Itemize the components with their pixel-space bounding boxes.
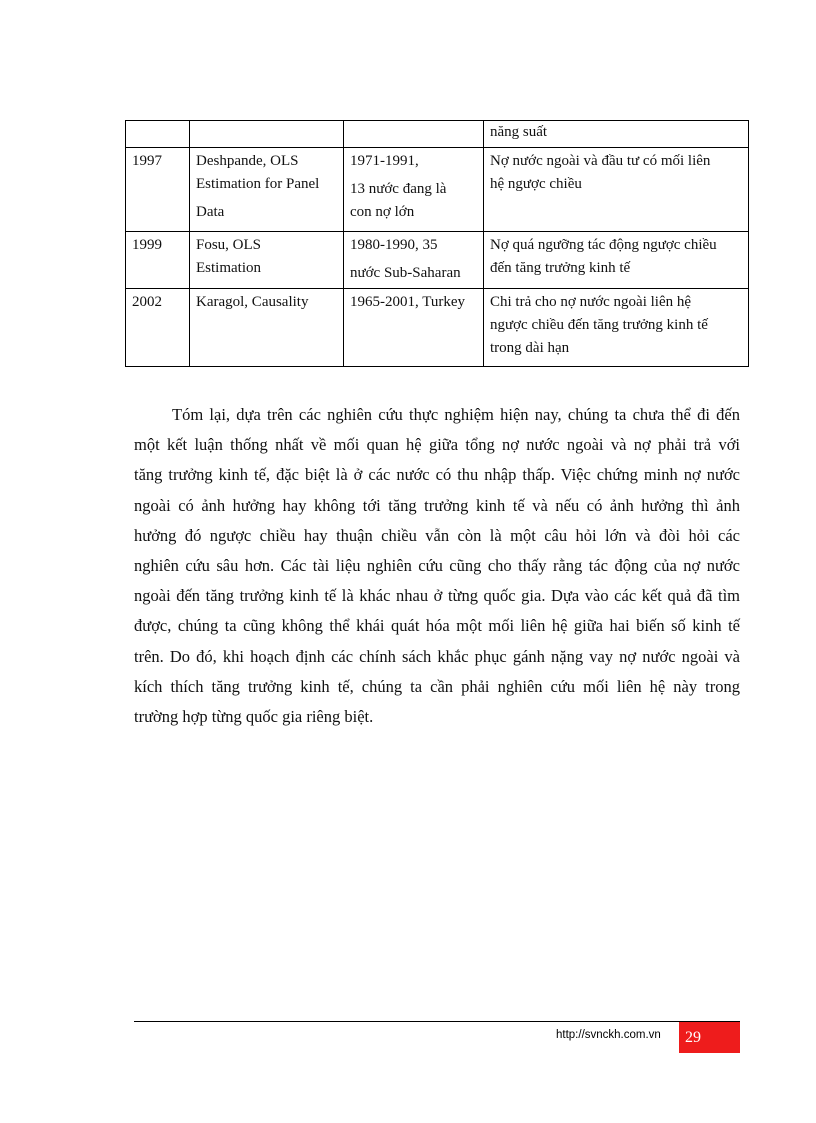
author-method-cell: [190, 121, 344, 148]
paragraph-line: ngoài đến tăng trưởng kinh tế là khác nhau ở từng quốc gia. Dựa vào các kết quả đã tìm: [134, 586, 740, 606]
period-sample-cell: [344, 121, 484, 148]
paragraph-line: tăng trưởng kinh tế, đặc biệt là ở các nước có thu nhập thấp. Việc chứng minh nợ nước: [134, 465, 740, 485]
paragraph-line: nghiên cứu sâu hơn. Các tài liệu nghiên cứu cũng cho thấy rằng tác động của nợ nước: [134, 556, 740, 576]
table-row: [126, 232, 749, 289]
author-method-cell: Deshpande, OLS Estimation for Panel Data: [190, 148, 344, 232]
period-sample-cell: 1971-1991, 13 nước đang là con nợ lớn: [344, 148, 484, 232]
year-cell: 1997: [126, 148, 190, 232]
paragraph-line: kích thích tăng trưởng kinh tế, chúng ta cần phải nghiên cứu mối liên hệ này trong: [134, 676, 740, 696]
period-sample-cell: 1980-1990, 35 nước Sub-Saharan: [344, 232, 484, 289]
paragraph-line: ngoài có ảnh hưởng hay không tới tăng trưởng kinh tế và nếu có ảnh hưởng thì ảnh: [134, 495, 740, 515]
period-sample-cell: 1965-2001, Turkey: [344, 289, 484, 367]
paragraph-line: một kết luận thống nhất về mối quan hệ giữa tổng nợ nước ngoài và nợ phải trả với: [134, 435, 740, 455]
table-row: [126, 121, 749, 148]
finding-cell: Nợ nước ngoài và đầu tư có mối liên hệ ngược chiều: [484, 148, 749, 232]
paragraph-line: Tóm lại, dựa trên các nghiên cứu thực nghiệm hiện nay, chúng ta chưa thể đi đến: [172, 405, 740, 424]
page-number-badge: 29: [679, 1022, 740, 1053]
footer-divider: [134, 1021, 740, 1022]
literature-table: [125, 120, 749, 367]
conclusion-paragraph: [134, 400, 740, 732]
finding-cell: Nợ quá ngưỡng tác động ngược chiều đến tăng trưởng kinh tế: [484, 232, 749, 289]
paragraph-line: hưởng đó ngược chiều hay thuận chiều vẫn còn là một câu hỏi lớn và đòi hỏi các: [134, 525, 740, 545]
author-method-cell: Fosu, OLS Estimation: [190, 232, 344, 289]
table-row: [126, 289, 749, 367]
year-cell: 1999: [126, 232, 190, 289]
footer-url-link[interactable]: http://svnckh.com.vn: [556, 1029, 661, 1041]
finding-cell: Chi trả cho nợ nước ngoài liên hệ ngược chiều đến tăng trưởng kinh tế trong dài hạn: [484, 289, 749, 367]
paragraph-line: được, chúng ta cũng không thể khái quát hóa một mối liên hệ giữa hai biến số kinh tế: [134, 616, 740, 636]
year-cell: [126, 121, 190, 148]
finding-cell: năng suất: [484, 121, 749, 148]
table-row: [126, 148, 749, 232]
year-cell: 2002: [126, 289, 190, 367]
paragraph-line: trường hợp từng quốc gia riêng biệt.: [134, 707, 374, 727]
paragraph-line: trên. Do đó, khi hoạch định các chính sách khắc phục gánh nặng vay nợ nước ngoài và: [134, 646, 740, 666]
author-method-cell: Karagol, Causality: [190, 289, 344, 367]
